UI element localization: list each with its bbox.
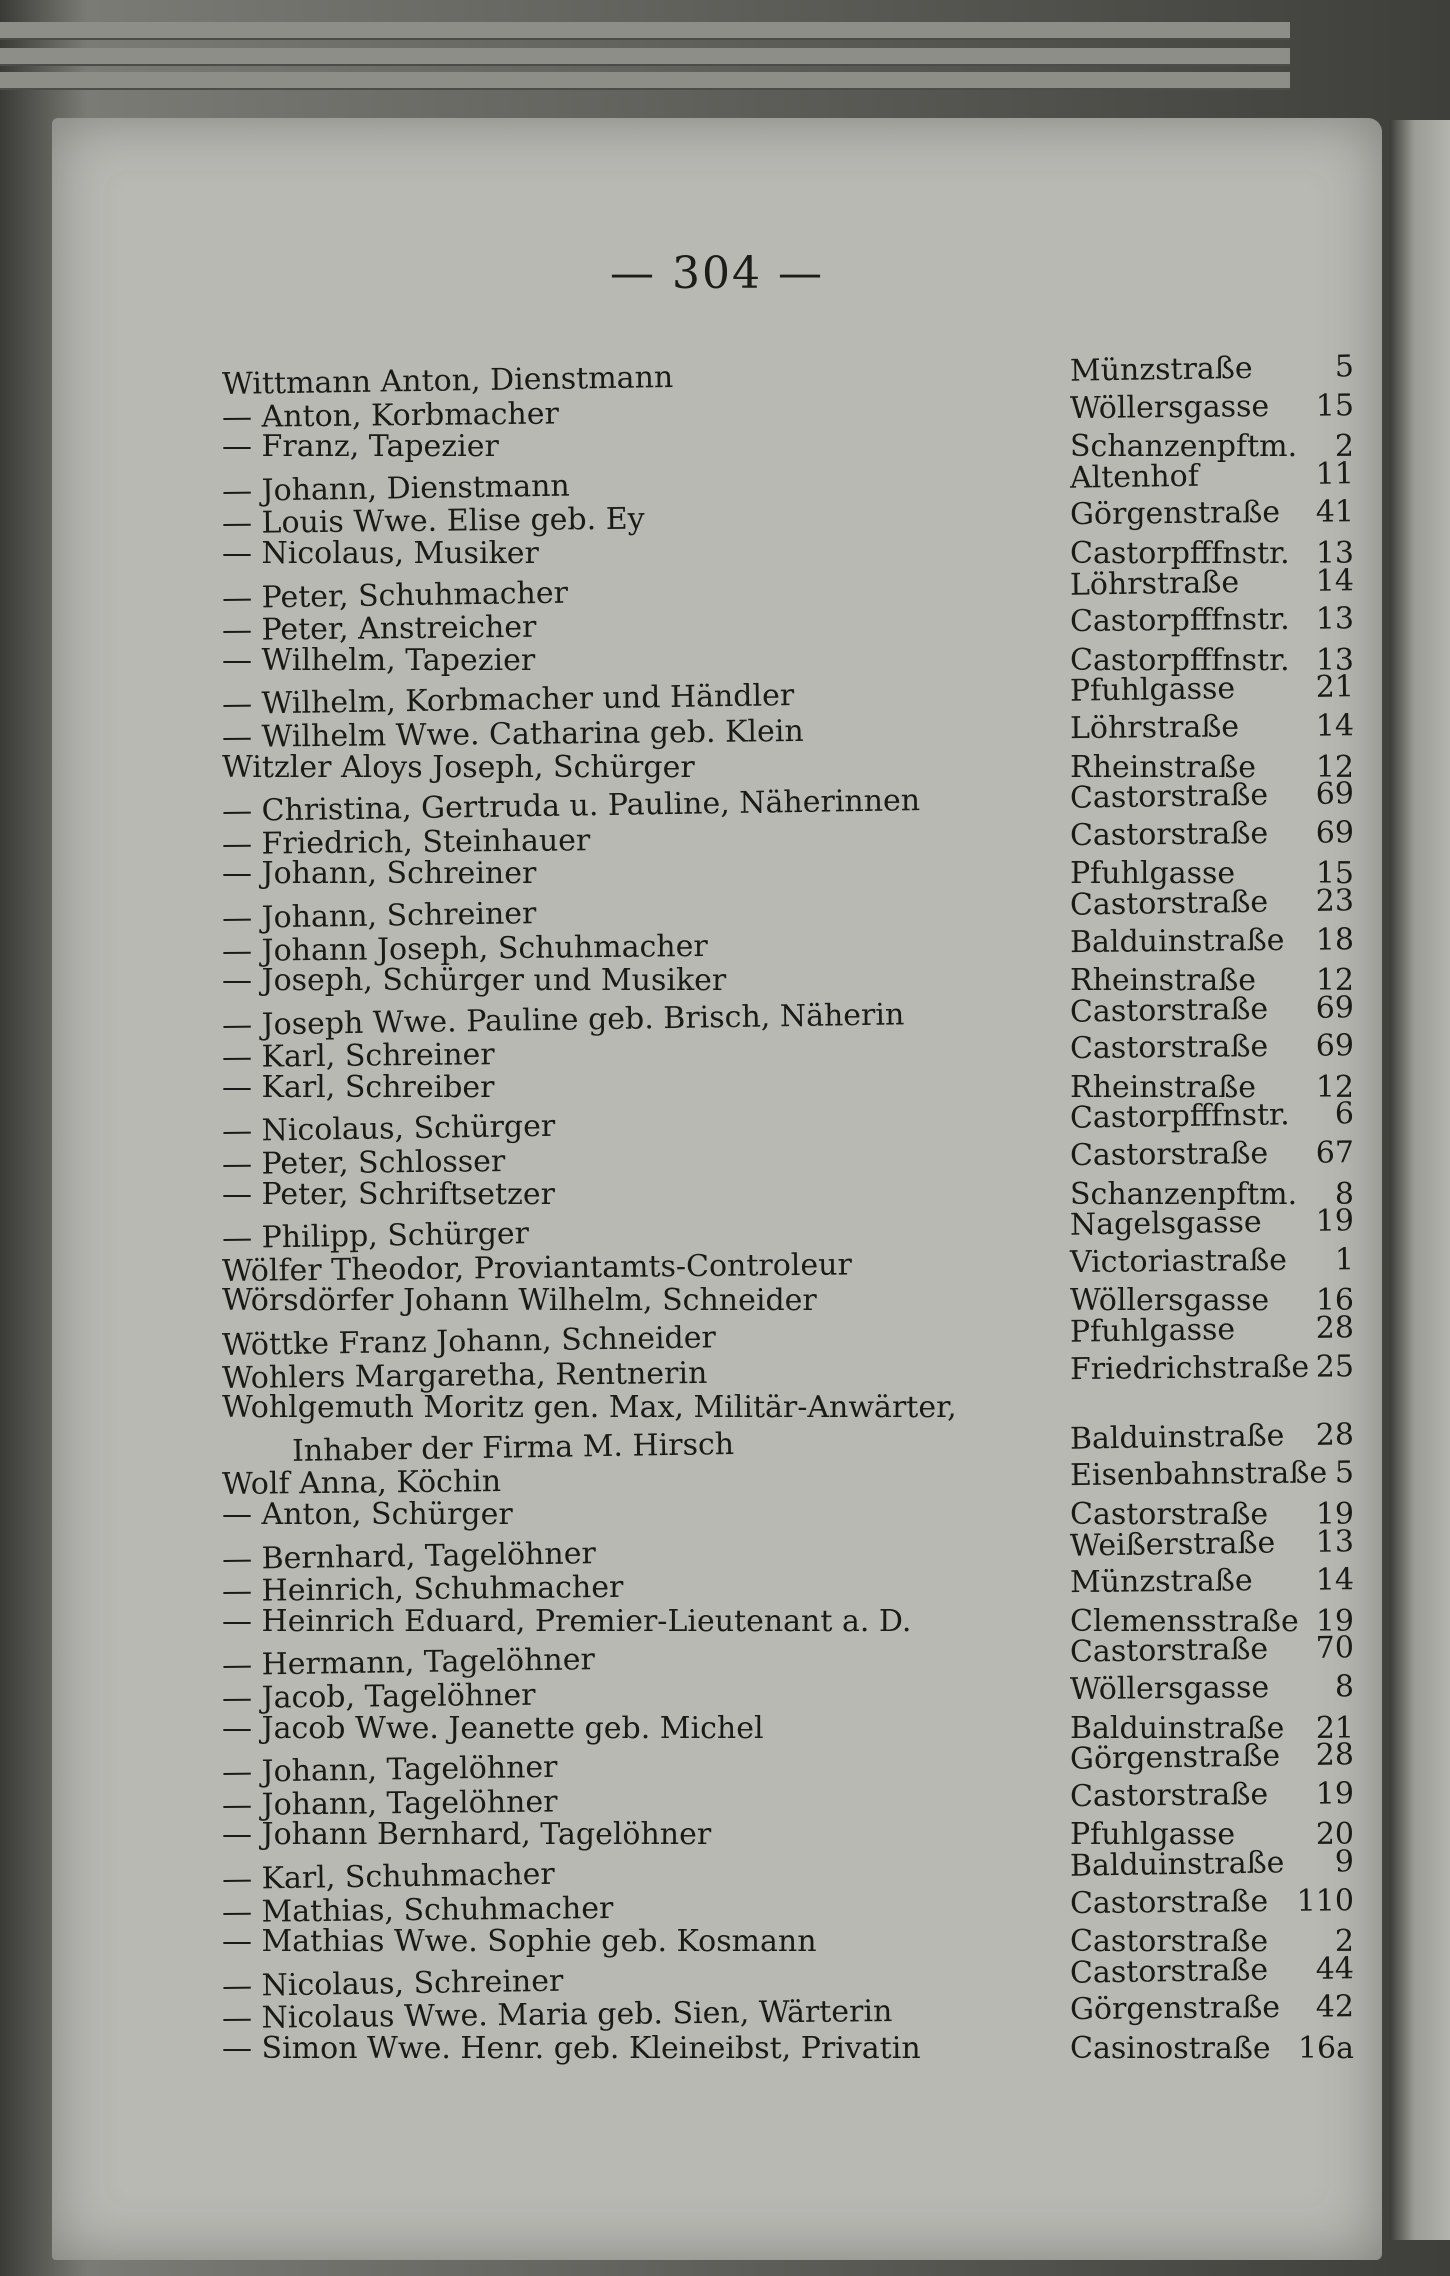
entry-name: — Mathias Wwe. Sophie geb. Kosmann xyxy=(222,1924,817,1960)
entry-street: Castorstraße xyxy=(1069,884,1269,923)
leader-dots xyxy=(782,1104,902,1106)
entry-name: — Joseph Wwe. Pauline geb. Brisch, Näherin xyxy=(221,997,905,1043)
entry-house-number: 69 xyxy=(1315,989,1355,1026)
entry-house-number: 14 xyxy=(1315,562,1355,599)
entry-name: — Anton, Korbmacher xyxy=(221,396,559,435)
entry-street: Castorstraße xyxy=(1069,815,1269,853)
entry-street: Castorstraße xyxy=(1069,1136,1269,1174)
entry-street: Eisenbahnstraße xyxy=(1069,1455,1328,1494)
entry-street: Castorpfffnstr. xyxy=(1069,601,1290,640)
entry-name: — Johann, Schreiner xyxy=(222,856,537,892)
entry-house-number: 2 xyxy=(1334,1924,1354,1960)
entry-name: — Heinrich, Schuhmacher xyxy=(221,1570,624,1610)
entry-street: Castorstraße xyxy=(1069,1029,1269,1067)
entry-house-number: 69 xyxy=(1315,814,1355,851)
entry-house-number: 5 xyxy=(1334,1455,1355,1491)
entry-name: — Joseph, Schürger und Musiker xyxy=(222,963,727,999)
entry-street: Schanzenpftm. xyxy=(1070,1176,1298,1212)
entry-name: Inhaber der Firma M. Hirsch xyxy=(291,1426,735,1469)
entry-street: Castorstraße xyxy=(1069,1883,1269,1921)
entry-house-number: 9 xyxy=(1334,1844,1355,1880)
entry-house-number: 16a xyxy=(1297,2030,1354,2066)
entry-house-number: 70 xyxy=(1315,1630,1355,1667)
entry-street: Castorstraße xyxy=(1069,1631,1269,1671)
entry-street: Pfuhlgasse xyxy=(1070,856,1236,892)
entry-house-number: 18 xyxy=(1315,921,1355,958)
entry-street: Friedrichstraße xyxy=(1069,1349,1310,1387)
entry-street: Balduinstraße xyxy=(1069,1845,1285,1884)
entry-street: Castorstraße xyxy=(1070,1924,1269,1960)
entry-name: — Karl, Schreiner xyxy=(221,1037,495,1076)
entry-house-number: 19 xyxy=(1315,1603,1354,1639)
entry-house-number: 11 xyxy=(1315,456,1355,492)
entry-name: Witzler Aloys Joseph, Schürger xyxy=(222,749,695,785)
entry-name: — Peter, Schuhmacher xyxy=(221,575,569,616)
entry-street: Rheinstraße xyxy=(1070,749,1257,785)
entry-name: — Johann, Dienstmann xyxy=(221,468,571,509)
leader-dots xyxy=(782,356,902,358)
entry-house-number: 1 xyxy=(1334,1242,1355,1278)
entry-street: Balduinstraße xyxy=(1069,922,1285,960)
entry-street: Wöllersgasse xyxy=(1070,1283,1270,1319)
entry-house-number: 12 xyxy=(1315,963,1354,999)
entry-name: — Peter, Schlosser xyxy=(221,1144,506,1183)
entry-house-number: 13 xyxy=(1315,535,1354,571)
page-edge xyxy=(0,48,1290,66)
entry-name: — Peter, Anstreicher xyxy=(221,609,537,649)
entry-house-number: 28 xyxy=(1315,1417,1355,1453)
entry-street: Löhrstraße xyxy=(1069,564,1240,603)
directory-list xyxy=(221,349,1372,2067)
entry-name: — Jacob, Tagelöhner xyxy=(221,1677,536,1716)
entry-house-number: 14 xyxy=(1315,708,1355,744)
entry-name: — Heinrich Eduard, Premier-Lieutenant a. D. xyxy=(222,1603,912,1639)
entry-street: Victoriastraße xyxy=(1069,1242,1288,1280)
entry-street: Pfuhlgasse xyxy=(1069,1312,1236,1350)
leader-dots xyxy=(782,677,902,679)
entry-name: — Johann, Tagelöhner xyxy=(221,1749,558,1791)
entry-street: Münzstraße xyxy=(1069,1563,1253,1601)
entry-street: Wöllersgasse xyxy=(1069,1670,1270,1708)
entry-name: — Johann, Schreiner xyxy=(221,896,537,936)
entry-name: — Wilhelm, Korbmacher und Händler xyxy=(221,678,795,723)
entry-street: Altenhof xyxy=(1069,458,1200,496)
entry-street: Görgenstraße xyxy=(1069,1738,1281,1777)
entry-name: — Bernhard, Tagelöhner xyxy=(221,1535,597,1577)
entry-street: Castorpfffnstr. xyxy=(1069,1097,1290,1137)
entry-street: Castorstraße xyxy=(1070,1497,1269,1532)
entry-name: Wohlgemuth Moritz gen. Max, Militär-Anwärter, xyxy=(222,1390,957,1426)
entry-street: Castorstraße xyxy=(1069,991,1269,1030)
entry-house-number: 13 xyxy=(1315,1523,1355,1560)
entry-street: Pfuhlgasse xyxy=(1070,1817,1236,1853)
entry-house-number: 19 xyxy=(1315,1775,1355,1812)
entry-name: — Wilhelm, Tapezier xyxy=(222,642,536,678)
entry-street: Wöllersgasse xyxy=(1069,388,1270,426)
entry-name: — Johann Bernhard, Tagelöhner xyxy=(222,1817,712,1853)
entry-street: Castorstraße xyxy=(1069,777,1269,816)
entry-house-number: 8 xyxy=(1334,1669,1355,1705)
entry-house-number: 23 xyxy=(1315,883,1355,919)
entry-name: Wöttke Franz Johann, Schneider xyxy=(221,1320,717,1364)
entry-street: Balduinstraße xyxy=(1070,1710,1285,1746)
entry-name: — Anton, Schürger xyxy=(222,1497,513,1532)
entry-name: — Christina, Gertruda u. Pauline, Näherinnen xyxy=(221,783,921,830)
entry-house-number: 110 xyxy=(1296,1882,1355,1919)
entry-street: Castorpfffnstr. xyxy=(1070,535,1290,571)
leader-dots xyxy=(782,1140,902,1141)
entry-street: Löhrstraße xyxy=(1069,709,1240,747)
entry-house-number: 19 xyxy=(1315,1203,1355,1240)
entry-name: — Jacob Wwe. Jeanette geb. Michel xyxy=(222,1710,764,1746)
entry-name: — Philipp, Schürger xyxy=(221,1216,530,1257)
entry-house-number: 21 xyxy=(1315,1710,1354,1746)
entry-street: Rheinstraße xyxy=(1070,963,1257,999)
page-edge xyxy=(0,22,1290,40)
entry-street: Clemensstraße xyxy=(1070,1603,1299,1639)
entry-street: Görgenstraße xyxy=(1069,495,1281,533)
entry-name: — Nicolaus, Musiker xyxy=(222,535,539,571)
entry-name: Wohlers Margaretha, Rentnerin xyxy=(221,1355,708,1396)
entry-house-number: 41 xyxy=(1315,494,1355,530)
entry-name: — Peter, Schriftsetzer xyxy=(222,1176,555,1212)
entry-house-number: 8 xyxy=(1334,1176,1354,1212)
entry-house-number: 67 xyxy=(1315,1135,1355,1171)
entry-house-number: 2 xyxy=(1334,429,1354,465)
entry-house-number: 21 xyxy=(1315,669,1355,706)
entry-name: — Mathias, Schuhmacher xyxy=(221,1890,614,1930)
entry-street: Castorpfffnstr. xyxy=(1070,642,1290,678)
leader-dots xyxy=(782,1674,902,1675)
entry-name: — Wilhelm Wwe. Catharina geb. Klein xyxy=(221,713,804,755)
entry-house-number: 25 xyxy=(1315,1348,1355,1385)
entry-house-number: 12 xyxy=(1315,1069,1354,1105)
entry-house-number: 6 xyxy=(1334,1096,1355,1133)
entry-house-number: 44 xyxy=(1315,1950,1355,1987)
entry-house-number: 15 xyxy=(1315,387,1355,424)
entry-name: Wolf Anna, Köchin xyxy=(221,1464,502,1503)
leader-dots xyxy=(782,606,902,607)
page-number: — 304 — xyxy=(610,248,824,299)
entry-house-number: 14 xyxy=(1315,1562,1355,1598)
page-edge xyxy=(0,72,1290,90)
entry-street: Münzstraße xyxy=(1069,350,1253,389)
entry-street: Weißerstraße xyxy=(1069,1525,1276,1564)
entry-name: — Friedrich, Steinhauer xyxy=(221,822,591,862)
entry-name: — Simon Wwe. Henr. geb. Kleineibst, Privatin xyxy=(222,2030,921,2066)
entry-house-number: 16 xyxy=(1315,1283,1354,1319)
entry-house-number: 28 xyxy=(1315,1310,1355,1346)
facing-page-edge xyxy=(1390,120,1450,2240)
entry-name: — Karl, Schreiber xyxy=(222,1069,495,1105)
entry-house-number: 69 xyxy=(1315,1028,1355,1064)
entry-name: — Nicolaus Wwe. Maria geb. Sien, Wärterin xyxy=(221,1994,893,2037)
leader-dots xyxy=(782,1033,902,1034)
entry-street: Casinostraße xyxy=(1070,2030,1271,2066)
leader-dots xyxy=(782,1460,902,1461)
entry-name: Wittmann Anton, Dienstmann xyxy=(221,359,674,403)
entry-street: Castorstraße xyxy=(1069,1952,1269,1991)
entry-name: — Louis Wwe. Elise geb. Ey xyxy=(221,501,645,542)
entry-name: Wölfer Theodor, Proviantamts-Controleur xyxy=(221,1247,853,1289)
entry-street: Nagelsgasse xyxy=(1069,1204,1262,1243)
entry-name: — Johann Joseph, Schuhmacher xyxy=(221,928,708,969)
entry-house-number: 69 xyxy=(1315,776,1355,812)
directory-entry xyxy=(222,2031,1372,2067)
entry-house-number: 13 xyxy=(1315,601,1355,637)
book-page xyxy=(52,118,1382,2260)
entry-name: — Hermann, Tagelöhner xyxy=(221,1642,596,1684)
entry-street: Görgenstraße xyxy=(1069,1990,1281,2028)
entry-street: Balduinstraße xyxy=(1069,1418,1285,1457)
entry-house-number: 15 xyxy=(1315,856,1354,892)
entry-house-number: 20 xyxy=(1315,1817,1354,1853)
entry-house-number: 12 xyxy=(1315,749,1354,785)
entry-name: — Franz, Tapezier xyxy=(222,429,499,465)
entry-name: — Nicolaus, Schreiner xyxy=(221,1963,564,2004)
entry-house-number: 13 xyxy=(1315,642,1354,678)
entry-house-number: 5 xyxy=(1334,349,1355,385)
entry-name: — Karl, Schuhmacher xyxy=(221,1856,556,1897)
entry-name: Wörsdörfer Johann Wilhelm, Schneider xyxy=(222,1283,817,1319)
entry-house-number: 42 xyxy=(1315,1989,1355,2025)
entry-street: Castorstraße xyxy=(1069,1776,1269,1814)
entry-street: Rheinstraße xyxy=(1070,1069,1257,1105)
entry-house-number: 28 xyxy=(1315,1737,1355,1774)
leader-dots xyxy=(782,499,902,500)
leader-dots xyxy=(782,1567,902,1568)
entry-house-number: 19 xyxy=(1315,1497,1354,1532)
entry-street: Pfuhlgasse xyxy=(1069,671,1236,710)
entry-street: Schanzenpftm. xyxy=(1070,429,1298,465)
leader-dots xyxy=(782,1638,902,1640)
entry-name: — Nicolaus, Schürger xyxy=(221,1109,556,1150)
entry-name: — Johann, Tagelöhner xyxy=(221,1784,558,1823)
